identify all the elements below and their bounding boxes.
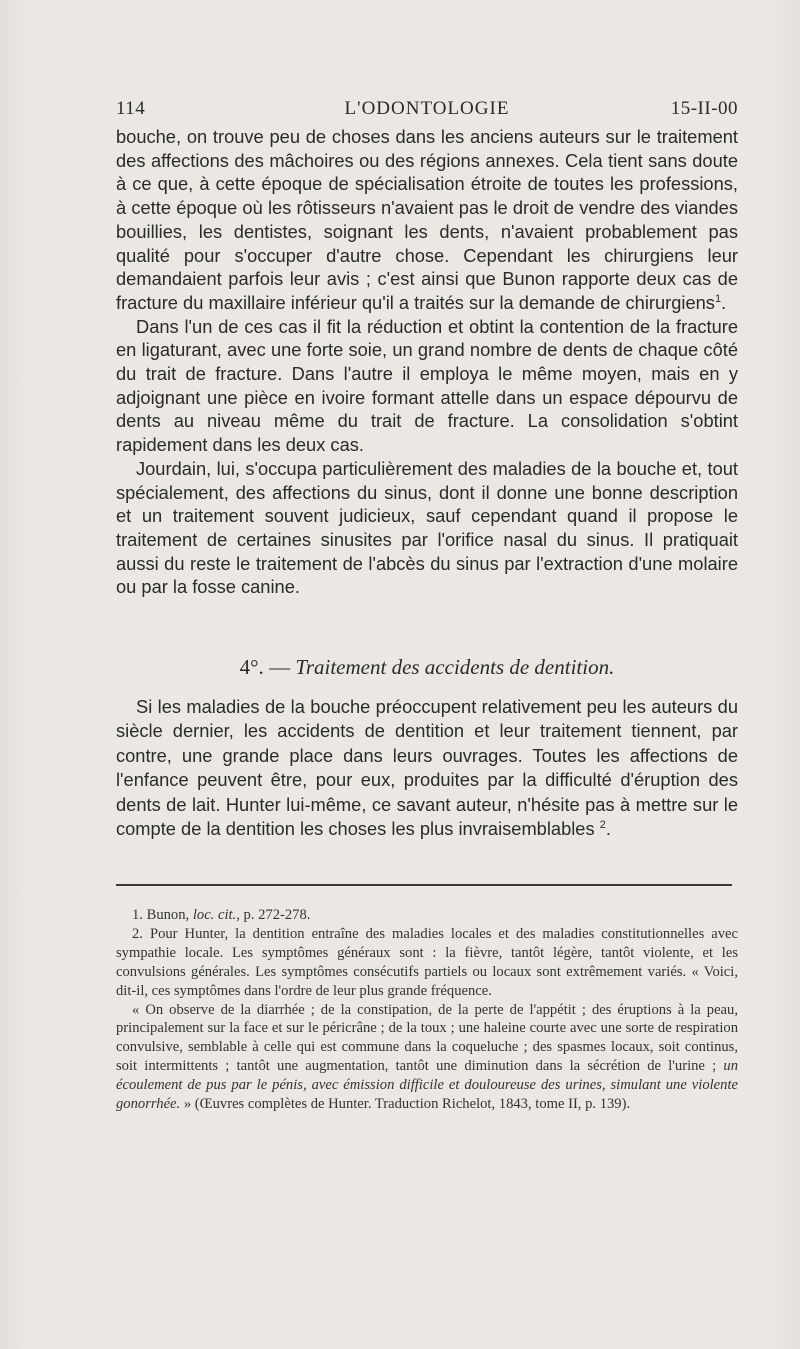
footnote-2-quote: « On observe de la diarrhée ; de la constipation, de la perte de l'appétit ; des éruptions à la peau, principalement sur la face et sur le péricrâne ; de la toux ; une haleine courte avec une sorte de respiration convulsive, semblable à celle qui est commune dans la coqueluche ; des spasmes locaux, soit continus, soit intermittents ; tantôt une augmentation, tantôt une diminution dans la sécrétion de l'urine ; un écoulement de pus par le pénis, avec émission difficile et douloureuse des urines, simulant une violente gonorrhée. » (Œuvres complètes de Hunter. Traduction Richelot, 1843, tome II, p. 139).: [116, 1001, 739, 1113]
paragraph-4: Si les maladies de la bouche préoccupent relativement peu les auteurs du siècle dernier, les accidents de dentition et leur traitement tiennent, par contre, une grande place dans leurs ouvrages. Toutes les affections de l'enfance peuvent être, pour eux, produites par la difficulté d'éruption des dents de lait. Hunter lui-même, ce savant auteur, n'hésite pas à mettre sur le compte de la dentition les choses les plus invraisemblables $^2$.: [116, 696, 738, 840]
running-header: [116, 98, 738, 124]
paragraph-2: Dans l'un de ces cas il fit la réduction et obtint la contention de la fracture en ligaturant, avec une forte soie, un grand nombre de dents de chaque côté du trait de fracture. Dans l'autre il employa le même moyen, mais en y adjoignant une pièce en ivoire formant attelle dans un espace dépourvu de dents au niveau même du trait de fracture. La consolidation s'obtint rapidement dans les deux cas.: [116, 315, 738, 456]
section-title: Traitement des accidents de dentition.: [295, 655, 615, 679]
section-dash: —: [263, 655, 296, 679]
issue-date: 15-II-00: [670, 98, 738, 119]
paragraph-1: bouche, on trouve peu de choses dans les anciens auteurs sur le traitement des affections des mâchoires ou des régions annexes. Cela tient sans doute à ce que, à cette époque de spécialisation étroite de toutes les professions, à cette époque où les rôtisseurs n'avaient pas le droit de vendre des viandes bouillies, les dentistes, soignant les dents, n'avaient probablement pas qualité pour s'occuper d'autre chose. Cependant les chirurgiens leur demandaient parfois leur avis ; c'est ainsi que Bunon rapporte deux cas de fracture du maxillaire inférieur qu'il a traités sur la demande de chirurgiens$^1$.: [116, 126, 738, 313]
journal-title: L'ODONTOLOGIE: [344, 98, 510, 119]
footnote-divider: [116, 884, 732, 886]
section-number: 4°.: [239, 655, 264, 679]
footnote-2: 2. Pour Hunter, la dentition entraîne des maladies locales et des maladies constitutionnelles avec sympathie locale. Les symptômes généraux sont : la fièvre, tantôt légère, tantôt violente, et les convulsions générales. Les symptômes consécutifs partiels ou locaux sont extrêmement variés. « Voici, dit-il, ces symptômes dans l'ordre de leur plus grande fréquence.: [116, 925, 738, 999]
page-number: 114: [116, 98, 146, 119]
footnote-ref-2: 2: [599, 818, 606, 831]
section-text: [116, 695, 738, 841]
footnotes: [116, 906, 738, 1114]
paragraph-3: Jourdain, lui, s'occupa particulièrement des maladies de la bouche et, tout spécialement, des affections du sinus, dont il donne une bonne description et un traitement souvent judicieux, sauf cependant quand il propose le traitement de certaines sinusites par l'orifice nasal du sinus. Il pratiquait aussi du reste le traitement de l'abcès du sinus par l'extraction d'une molaire ou par la fosse canine.: [116, 457, 738, 598]
main-text: [116, 125, 738, 599]
footnote-1: 1. Bunon, loc. cit., p. 272-278.: [132, 907, 311, 923]
footnote-ref-1: 1: [714, 292, 722, 305]
section-heading: [116, 655, 738, 680]
